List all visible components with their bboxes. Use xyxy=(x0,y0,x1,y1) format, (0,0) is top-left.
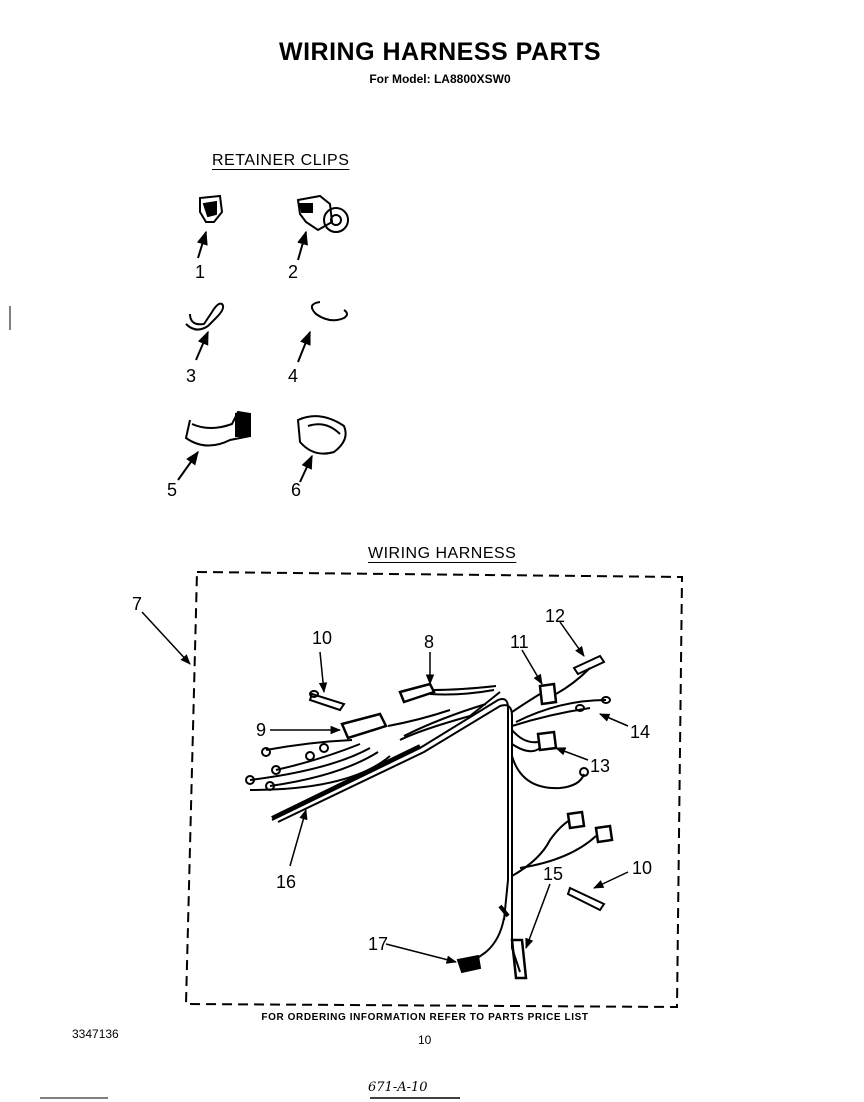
model-subtitle: For Model: LA8800XSW0 xyxy=(369,72,511,86)
part-number-3: 3 xyxy=(186,366,197,386)
part-number-8: 8 xyxy=(424,632,435,652)
ordering-info-note: FOR ORDERING INFORMATION REFER TO PARTS PRICE LIST xyxy=(261,1012,589,1023)
part-number-10-top: 10 xyxy=(312,628,333,648)
clip-2-drawing xyxy=(298,196,348,260)
clip-4-drawing xyxy=(298,302,347,362)
part-number-15: 15 xyxy=(543,864,564,884)
page-title: WIRING HARNESS PARTS xyxy=(278,38,602,66)
clip-3-drawing xyxy=(186,304,223,360)
part-number-5: 5 xyxy=(167,480,178,500)
part-number-7: 7 xyxy=(132,594,143,614)
part-number-9: 9 xyxy=(256,720,267,740)
part-number-16: 16 xyxy=(276,872,297,892)
wiring-harness-heading: WIRING HARNESS xyxy=(368,545,517,562)
page-number: 10 xyxy=(418,1033,432,1047)
part-number-17: 17 xyxy=(368,934,389,954)
part-number-11: 11 xyxy=(510,632,529,652)
part-number-10-bottom: 10 xyxy=(632,858,653,878)
clip-5-drawing xyxy=(178,412,250,480)
part-number-6: 6 xyxy=(291,480,302,500)
part-number-13: 13 xyxy=(590,756,611,776)
leader-7 xyxy=(142,612,190,664)
part-number-14: 14 xyxy=(630,722,651,742)
part-number-12: 12 xyxy=(545,606,566,626)
clip-1-drawing xyxy=(198,196,222,258)
handwritten-code: 671-A-10 xyxy=(368,1080,428,1095)
part-number-4: 4 xyxy=(288,366,299,386)
wiring-harness-drawing xyxy=(246,656,612,978)
clip-6-drawing xyxy=(298,416,346,482)
retainer-clips-heading: RETAINER CLIPS xyxy=(212,152,350,169)
document-number: 3347136 xyxy=(72,1027,119,1041)
part-number-2: 2 xyxy=(288,262,299,282)
part-number-1: 1 xyxy=(195,262,206,282)
